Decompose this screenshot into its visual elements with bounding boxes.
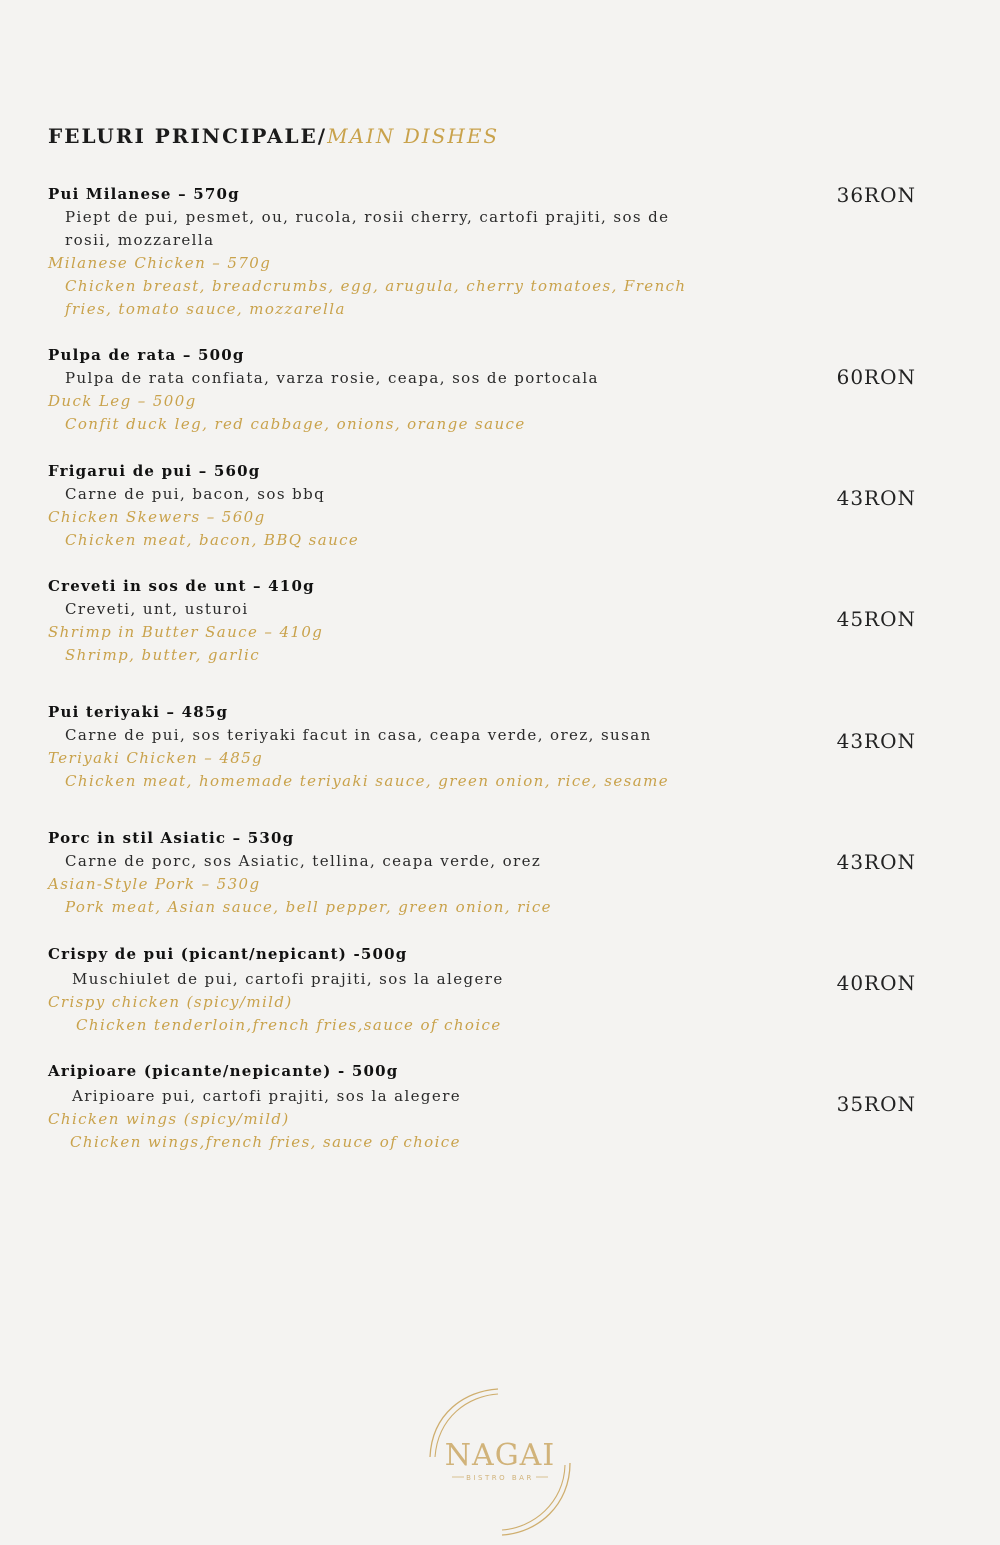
- dish-desc-ro: Piept de pui, pesmet, ou, rucola, rosii cherry, cartofi prajiti, sos de rosii, mozzarella: [65, 208, 670, 249]
- dish-price: 43RON: [836, 729, 916, 753]
- dish-desc-ro: Carne de pui, sos teriyaki facut in casa, ceapa verde, orez, susan: [65, 726, 652, 744]
- dish-name-en: Chicken Skewers – 560g: [48, 508, 266, 526]
- dish-name-en: Chicken wings (spicy/mild): [48, 1110, 290, 1128]
- dish-name-en: Crispy chicken (spicy/mild): [48, 993, 293, 1011]
- section-title-ro: FELURI PRINCIPALE/: [48, 124, 328, 148]
- menu-item: [48, 701, 708, 793]
- menu-item: [48, 183, 708, 321]
- dish-desc-ro: Creveti, unt, usturoi: [65, 600, 249, 618]
- section-title-en: MAIN DISHES: [327, 124, 500, 148]
- menu-item: [48, 344, 708, 436]
- dish-price: 43RON: [836, 850, 916, 874]
- dish-price: 43RON: [836, 486, 916, 510]
- dish-name-en: Asian-Style Pork – 530g: [48, 875, 261, 893]
- dish-desc-en: Pork meat, Asian sauce, bell pepper, green onion, rice: [65, 898, 552, 916]
- dish-desc-en: Shrimp, butter, garlic: [65, 646, 261, 664]
- dish-name-ro: Porc in stil Asiatic – 530g: [48, 829, 295, 847]
- dish-desc-en: Chicken meat, homemade teriyaki sauce, green onion, rice, sesame: [65, 772, 669, 790]
- menu-item: [48, 827, 708, 919]
- dish-price: 35RON: [836, 1092, 916, 1116]
- dish-name-ro: Creveti in sos de unt – 410g: [48, 577, 315, 595]
- dish-name-en: Shrimp in Butter Sauce – 410g: [48, 623, 324, 641]
- dish-desc-ro: Carne de porc, sos Asiatic, tellina, ceapa verde, orez: [65, 852, 542, 870]
- menu-item: [48, 575, 708, 667]
- dish-name-ro: Frigarui de pui – 560g: [48, 462, 261, 480]
- dish-name-en: Duck Leg – 500g: [48, 392, 197, 410]
- dish-desc-en: Chicken breast, breadcrumbs, egg, arugula, cherry tomatoes, French fries, tomato sauce, mozzarella: [65, 277, 687, 318]
- menu-item: [48, 460, 708, 552]
- dish-desc-ro: Pulpa de rata confiata, varza rosie, ceapa, sos de portocala: [65, 369, 599, 387]
- dish-desc-ro: Aripioare pui, cartofi prajiti, sos la alegere: [72, 1087, 462, 1105]
- menu-item: [48, 943, 708, 1037]
- dish-price: 60RON: [836, 365, 916, 389]
- dish-name-ro: Aripioare (picante/nepicante) - 500g: [48, 1062, 399, 1080]
- dish-desc-en: Chicken wings,french fries, sauce of choice: [70, 1133, 461, 1151]
- dish-name-en: Milanese Chicken – 570g: [48, 254, 272, 272]
- dish-price: 45RON: [836, 607, 916, 631]
- logo-brand: NAGAI: [444, 1438, 556, 1473]
- dish-name-ro: Crispy de pui (picant/nepicant) -500g: [48, 945, 408, 963]
- dish-name-ro: Pui Milanese – 570g: [48, 185, 240, 203]
- dish-desc-en: Chicken meat, bacon, BBQ sauce: [65, 531, 360, 549]
- dish-desc-ro: Muschiulet de pui, cartofi prajiti, sos la alegere: [72, 970, 504, 988]
- dish-desc-ro: Carne de pui, bacon, sos bbq: [65, 485, 326, 503]
- menu-item: [48, 1060, 708, 1154]
- nagai-logo: [420, 1385, 580, 1540]
- dish-name-en: Teriyaki Chicken – 485g: [48, 749, 264, 767]
- dish-desc-en: Chicken tenderloin,french fries,sauce of choice: [76, 1016, 502, 1034]
- dish-price: 40RON: [836, 971, 916, 995]
- logo-tagline: BISTRO BAR: [466, 1474, 534, 1482]
- section-title: [48, 124, 499, 148]
- dish-price: 36RON: [836, 183, 916, 207]
- dish-desc-en: Confit duck leg, red cabbage, onions, orange sauce: [65, 415, 526, 433]
- dish-name-ro: Pui teriyaki – 485g: [48, 703, 229, 721]
- dish-name-ro: Pulpa de rata – 500g: [48, 346, 245, 364]
